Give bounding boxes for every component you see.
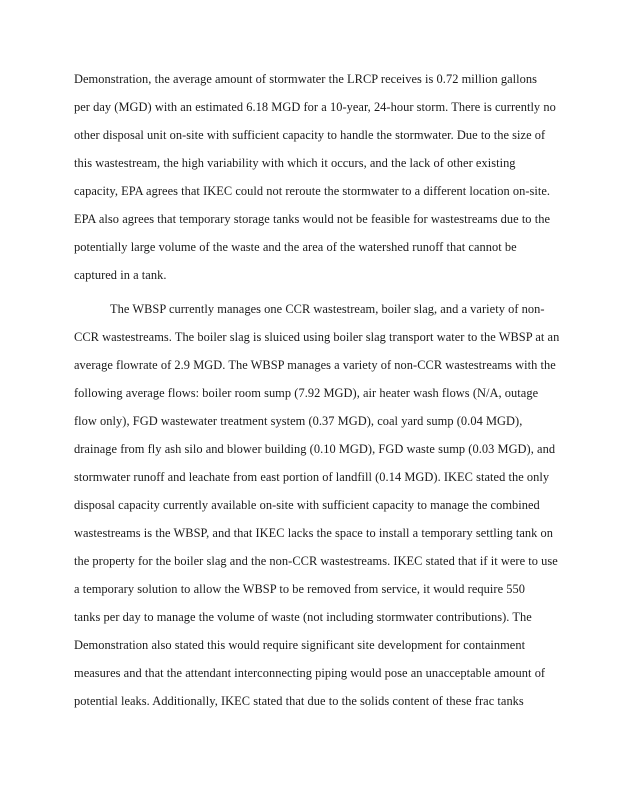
text-line: captured in a tank. bbox=[74, 268, 167, 282]
text-line: following average flows: boiler room sump (7.92 MGD), air heater wash flows (N/A, outage bbox=[74, 386, 539, 400]
text-line: drainage from fly ash silo and blower building (0.10 MGD), FGD waste sump (0.03 MGD), and bbox=[74, 442, 556, 456]
text-line: Demonstration also stated this would require significant site development for containment bbox=[74, 638, 526, 652]
text-line: wastestreams is the WBSP, and that IKEC lacks the space to install a temporary settling tank on bbox=[74, 526, 554, 540]
text-line: per day (MGD) with an estimated 6.18 MGD for a 10-year, 24-hour storm. There is currently no bbox=[74, 100, 556, 114]
text-line: stormwater runoff and leachate from east portion of landfill (0.14 MGD). IKEC stated the only bbox=[74, 470, 550, 484]
text-line: potentially large volume of the waste and the area of the watershed runoff that cannot be bbox=[74, 240, 517, 254]
text-line: potential leaks. Additionally, IKEC stated that due to the solids content of these frac tanks bbox=[74, 694, 524, 708]
text-line: measures and that the attendant interconnecting piping would pose an unacceptable amount of bbox=[74, 666, 546, 680]
text-line: capacity, EPA agrees that IKEC could not reroute the stormwater to a different location on-site. bbox=[74, 184, 551, 198]
text-line: CCR wastestreams. The boiler slag is sluiced using boiler slag transport water to the WBSP at an bbox=[74, 330, 560, 344]
text-line: average flowrate of 2.9 MGD. The WBSP manages a variety of non-CCR wastestreams with the bbox=[74, 358, 556, 372]
text-line: disposal capacity currently available on-site with sufficient capacity to manage the combined bbox=[74, 498, 540, 512]
text-line: this wastestream, the high variability with which it occurs, and the lack of other existing bbox=[74, 156, 516, 170]
text-line: the property for the boiler slag and the non-CCR wastestreams. IKEC stated that if it were to use bbox=[74, 554, 558, 568]
text-line: tanks per day to manage the volume of waste (not including stormwater contributions). The bbox=[74, 610, 532, 624]
text-line: The WBSP currently manages one CCR wastestream, boiler slag, and a variety of non- bbox=[110, 302, 545, 316]
text-line: a temporary solution to allow the WBSP to be removed from service, it would require 550 bbox=[74, 582, 526, 596]
text-line: flow only), FGD wastewater treatment system (0.37 MGD), coal yard sump (0.04 MGD), bbox=[74, 414, 523, 428]
text-line: Demonstration, the average amount of stormwater the LRCP receives is 0.72 million gallons bbox=[74, 72, 538, 86]
text-line: EPA also agrees that temporary storage tanks would not be feasible for wastestreams due to the bbox=[74, 212, 550, 226]
text-line: other disposal unit on-site with sufficient capacity to handle the stormwater. Due to the size of bbox=[74, 128, 546, 142]
